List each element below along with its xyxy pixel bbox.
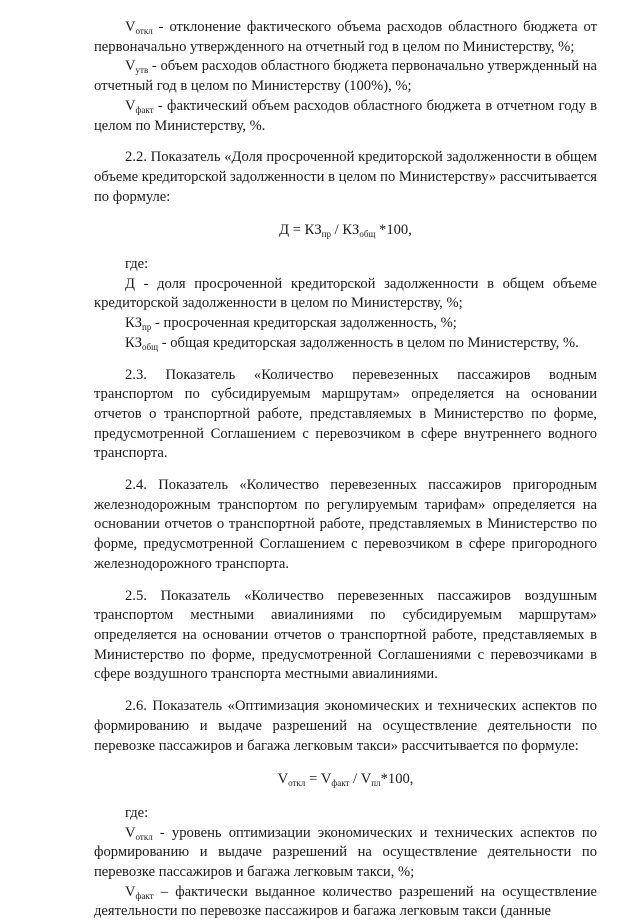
- document-page: [94, 18, 597, 922]
- section-2-4: 2.4. Показатель «Количество перевезенных пассажиров пригородным железнодорожным транспортом по регулируемым тарифам» определяется на основании отчетов о транспортной работе, представляемых в Министерство по форме, предусмотренной Соглашением с перевозчиком в сфере пригородного железнодорожного транспорта.: [94, 477, 597, 572]
- formula-optimization: $V_{откл} = V_{факт} / V_{пл}*100$,: [277, 771, 414, 789]
- definition-kz-obsh: $КЗ_{общ}$ - общая кредиторская задолженность в целом по Министерству, %.: [125, 334, 579, 352]
- section-2-3: 2.3. Показатель «Количество перевезенных пассажиров водным транспортом по субсидируемым маршрутам» определяется на основании отчетов о транспортной работе, представляемых в Министерство по форме, предусмотренной Соглашением с перевозчиком в сфере внутреннего водного транспорта.: [94, 366, 597, 462]
- definition-v-otkl-2: $V_{откл}$ - уровень оптимизации экономических и технических аспектов по формированию и выдаче разрешений на осуществление деятельности по перевозке пассажиров и багажа легковым такси, %;: [94, 824, 597, 881]
- formula-overdue-share: $Д = КЗ_{пр} / КЗ_{общ}$ *100,: [279, 222, 412, 240]
- section-2-5: 2.5. Показатель «Количество перевезенных пассажиров воздушным транспортом местными авиалиниями по субсидируемым маршрутам» определяется на основании отчетов о транспортной работе, представляемых в Министерство по форме, предусмотренной Соглашениями с перевозчиками в сфере воздушного транспорта местными авиалиниями.: [94, 587, 597, 683]
- definition-v-fakt-2: $V_{факт}$ – фактически выданное количество разрешений на осуществление деятельности по перевозке пассажиров и багажа легковым такси (данные: [94, 883, 597, 920]
- definition-kz-pr: $КЗ_{пр}$ - просроченная кредиторская задолженность, %;: [125, 315, 457, 333]
- where-label-2: где:: [125, 804, 149, 821]
- definition-d: Д - доля просроченной кредиторской задолженности в общем объеме кредиторской задолженности в целом по Министерству, %;: [94, 275, 597, 312]
- section-2-6: 2.6. Показатель «Оптимизация экономических и технических аспектов по формированию и выдаче разрешений на осуществление деятельности по перевозке пассажиров и багажа легковым такси» рассчитывается по формуле:: [94, 698, 597, 754]
- section-2-2: 2.2. Показатель «Доля просроченной кредиторской задолженности в общем объеме кредиторской задолженности в целом по Министерству» рассчитывается по формуле:: [94, 149, 597, 205]
- definition-v-utv: $V_{утв}$ - объем расходов областного бюджета первоначально утвержденный на отчетный год в целом по Министерству (100%), %;: [94, 58, 597, 95]
- definition-v-otkl: $V_{откл}$ - отклонение фактического объема расходов областного бюджета от первоначально утвержденного на отчетный год в целом по Министерству, %;: [94, 19, 597, 55]
- definition-v-fakt: $V_{факт}$ - фактический объем расходов областного бюджета в отчетном году в целом по Министерству, %.: [94, 97, 597, 134]
- where-label: где:: [125, 256, 149, 273]
